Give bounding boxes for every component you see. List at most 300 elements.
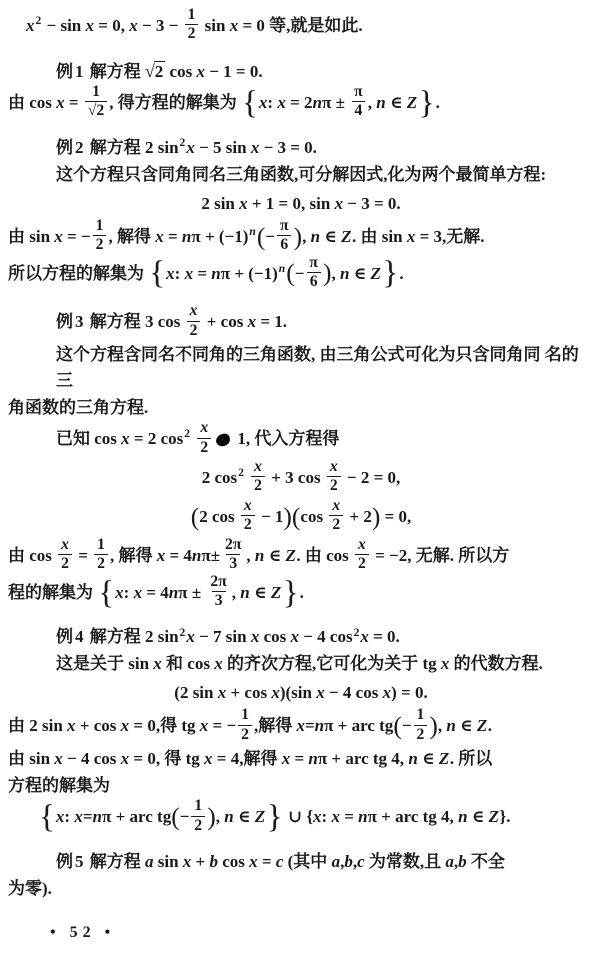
text-line (8, 191, 594, 217)
denominator: 2 (185, 24, 199, 42)
text-run: 1, 代入方程得 (233, 429, 340, 449)
text-run (245, 468, 249, 487)
radicand: 2 (154, 61, 164, 81)
math-var: x (250, 137, 260, 157)
math-var: x (196, 61, 205, 81)
paren: ( (393, 711, 402, 741)
text-run: ∈ (264, 545, 286, 565)
math-var: x (249, 852, 258, 872)
text-run: + 3 cos (266, 467, 325, 487)
math-var: x (229, 15, 239, 35)
text-line (8, 82, 594, 122)
example-label: 例1 (56, 61, 86, 81)
math-var: x (120, 716, 130, 736)
math-var: x (182, 852, 192, 872)
text-run: . (435, 92, 440, 112)
paren: ( (190, 501, 200, 531)
math-var: x (296, 716, 305, 736)
fraction (355, 537, 369, 573)
superscript: n (278, 261, 286, 275)
text-line (8, 773, 594, 799)
text-run: = 0 等,就是如此. (238, 15, 363, 35)
text-line (8, 876, 594, 902)
math-var: x (250, 627, 260, 647)
radical-sign: √ (145, 60, 155, 81)
math-var: n (339, 263, 350, 283)
text-run: , (437, 716, 447, 736)
math-var: c (357, 852, 365, 872)
text-run: = 0, 得 tg (129, 749, 205, 769)
text-run: 解方程 (85, 61, 145, 81)
fraction (327, 459, 341, 495)
math-var: x (186, 627, 195, 647)
text-line (8, 849, 594, 875)
denominator: 3 (212, 591, 226, 609)
numerator: x (358, 535, 366, 553)
text-run: π ± (322, 92, 350, 112)
text-run: − 3 = 0. (343, 193, 401, 213)
text-line (8, 253, 594, 293)
math-set-symbol: Z (270, 582, 282, 602)
fraction (329, 498, 343, 534)
superscript: 2 (353, 625, 360, 639)
text-run: − 1 (256, 506, 284, 526)
text-run: 解方程 2 sin (85, 627, 179, 647)
text-run: = (257, 852, 276, 872)
text-run: ∈ (233, 807, 255, 827)
text-run: = (73, 545, 93, 565)
math-var: n (314, 716, 325, 736)
paren: ) (207, 802, 216, 832)
brace: } (382, 254, 399, 292)
text-run: . 由 cos (296, 545, 354, 565)
text-run: 解方程 (85, 852, 145, 872)
fraction (93, 218, 107, 254)
text-run: = 0. (368, 627, 400, 647)
brace: } (282, 573, 299, 611)
denominator: 2 (93, 235, 107, 253)
math-var: n (211, 263, 221, 283)
text-run: , (231, 582, 241, 602)
text-run: 已知 cos (56, 429, 122, 449)
math-var: n (446, 716, 456, 736)
denominator: 2 (187, 321, 201, 339)
math-set-symbol: Z (370, 263, 382, 283)
text-run: )(sin (279, 683, 317, 703)
math-var: x (74, 807, 83, 827)
math-var: a (445, 852, 454, 872)
numerator: x (254, 458, 262, 476)
text-run: 所以方程的解集为 (8, 263, 149, 283)
text-line (8, 572, 594, 612)
text-run: , (331, 263, 340, 283)
math-var: x (239, 193, 248, 213)
math-var: x (214, 654, 223, 674)
math-var: x (153, 654, 162, 674)
math-var: x (184, 263, 194, 283)
text-run: ∈ (385, 92, 407, 112)
text-run: π + arc tg 4, (367, 807, 459, 827)
text-run: = 2 (285, 92, 313, 112)
text-run: 解方程 2 sin (85, 137, 179, 157)
math-var: b (209, 852, 218, 872)
denominator: √2 (85, 101, 107, 119)
text-run: , 得方程的解集为 (109, 92, 241, 112)
math-var: n (310, 226, 321, 246)
numerator: 1 (95, 216, 104, 234)
text-run: 由 2 sin (8, 716, 68, 736)
text-run: ∈ (320, 226, 342, 246)
math-var: x (247, 312, 257, 332)
denominator: 2 (238, 725, 252, 743)
numerator: x (61, 535, 69, 553)
text-run: = (193, 263, 212, 283)
math-var: x (166, 263, 175, 283)
radical (145, 62, 165, 81)
denominator: 2 (355, 554, 369, 572)
paren: ) (371, 501, 381, 531)
text-run: : (123, 582, 134, 602)
denominator: 2 (329, 515, 343, 533)
text-run: (2 sin (174, 683, 218, 703)
text-line (8, 535, 594, 575)
example-label: 例3 (56, 312, 86, 332)
text-run: 2 cos (201, 467, 238, 487)
math-var: x (56, 92, 65, 112)
text-run: 这个方程含同名不同角的三角函数, 由三角公式可化为只含同角同 名的三 (56, 345, 579, 391)
math-var: x (186, 137, 195, 157)
text-run: − 2 = 0, (342, 467, 401, 487)
text-line (8, 216, 594, 256)
text-line (8, 706, 594, 745)
text-run: 解方程 3 cos (85, 312, 185, 332)
text-run: = (339, 807, 359, 827)
math-var: x (204, 749, 213, 769)
paren: ( (286, 258, 295, 288)
text-line (8, 624, 594, 650)
math-var: n (181, 226, 192, 246)
text-run: − (401, 716, 412, 736)
paren: ( (291, 501, 301, 531)
text-run: − 3 − (137, 15, 183, 35)
math-var: n (308, 749, 318, 769)
text-run: + 1 = 0, sin (247, 193, 335, 213)
math-var: b (344, 852, 353, 872)
text-line (8, 458, 594, 497)
text-run: . (399, 263, 404, 283)
numerator: 1 (194, 797, 203, 815)
denominator: 2 (251, 476, 265, 494)
text-run: = 0, (94, 15, 130, 35)
text-run: + (191, 852, 210, 872)
fraction (306, 255, 321, 291)
text-run: = 4 (142, 582, 169, 602)
text-run: − 7 sin (194, 627, 251, 647)
math-var: x (271, 683, 280, 703)
page-content (8, 6, 594, 902)
text-run: − 4 cos (62, 749, 121, 769)
fraction (222, 537, 244, 573)
text-run: . 由 sin (352, 226, 407, 246)
text-line (8, 746, 594, 772)
fraction (191, 798, 205, 834)
text-run: 的齐次方程,它可化为关于 tg (222, 654, 441, 674)
fraction (251, 459, 265, 495)
math-var: x (155, 226, 164, 246)
text-run: 为常数,且 (364, 852, 446, 872)
text-run: 由 sin (8, 226, 55, 246)
numerator: x (200, 419, 209, 437)
text-run: − sin (42, 15, 86, 35)
fraction (197, 420, 211, 456)
math-var: x (156, 545, 166, 565)
text-run: = − (208, 716, 237, 736)
paren: ( (171, 802, 180, 832)
math-var: c (275, 852, 284, 872)
text-run: sin (200, 15, 230, 35)
text-run: : (267, 92, 278, 112)
fraction (277, 218, 292, 254)
text-run: , (340, 852, 345, 872)
math-var: x (54, 749, 63, 769)
text-line (8, 395, 594, 421)
text-line (8, 651, 594, 677)
text-run: ∈ (349, 263, 371, 283)
math-var: x (316, 683, 325, 703)
paren: ( (256, 221, 266, 251)
text-run: 为零). (8, 879, 52, 899)
text-run: 由 cos (8, 92, 57, 112)
denominator: 2 (94, 554, 108, 572)
numerator: 2π (225, 535, 242, 553)
math-set-symbol: Z (488, 807, 500, 827)
text-run: = (82, 807, 93, 827)
denominator: 6 (277, 235, 291, 253)
paren: ) (322, 258, 332, 288)
text-run: π + arc tg 4, (317, 749, 409, 769)
math-var: n (254, 545, 265, 565)
text-run: ) = 0. (391, 683, 428, 703)
text-line (8, 797, 594, 836)
math-set-symbol: Z (406, 92, 418, 112)
text-run: = (304, 716, 315, 736)
text-run: ∈ (455, 716, 477, 736)
text-line (8, 419, 594, 458)
text-run: cos (259, 627, 291, 647)
text-run: = 1. (256, 312, 288, 332)
text-run: ∪ { (283, 807, 314, 827)
math-set-symbol: Z (438, 749, 450, 769)
math-var: x (258, 92, 268, 112)
text-run: = 4,解得 (212, 749, 282, 769)
numerator: π (309, 253, 318, 271)
text-run: = (64, 92, 83, 112)
fraction (185, 7, 199, 43)
fraction (85, 84, 107, 120)
text-run: = (163, 226, 182, 246)
text-line (8, 6, 594, 45)
denominator: 2 (241, 515, 255, 533)
math-var: x (199, 716, 209, 736)
brace: { (98, 573, 115, 611)
numerator: x (243, 496, 252, 514)
text-run: ∈ (249, 582, 271, 602)
text-run: − (179, 807, 190, 827)
math-var: x (331, 807, 340, 827)
text-line (8, 135, 594, 161)
math-var: x (120, 749, 130, 769)
text-run: π + (−1) (191, 226, 249, 246)
superscript: 2 (35, 14, 42, 28)
brace: } (418, 83, 435, 121)
superscript: 2 (184, 427, 191, 441)
text-run: − 1 = 0. (204, 61, 263, 81)
math-var: x (26, 15, 35, 35)
text-run: 和 cos (161, 654, 215, 674)
text-run: − 4 cos (324, 683, 383, 703)
math-var: n (240, 582, 250, 602)
text-line (8, 58, 594, 85)
text-run: cos (165, 61, 197, 81)
text-run: , (352, 852, 358, 872)
text-run: 的代数方程. (449, 654, 543, 674)
text-run: , (453, 852, 459, 872)
math-var: x (133, 582, 143, 602)
text-run: = (290, 749, 309, 769)
text-run: − 4 cos (298, 627, 353, 647)
example-label: 例5 (56, 852, 86, 872)
text-run: = 2 cos (129, 429, 184, 449)
math-var: x (54, 226, 63, 246)
text-run: − 3 = 0. (259, 137, 317, 157)
math-var: x (440, 654, 450, 674)
math-var: x (85, 15, 95, 35)
math-var: x (281, 749, 291, 769)
text-run: 程的解集为 (8, 582, 98, 602)
text-run: ∈ (417, 749, 439, 769)
math-var: x (67, 716, 76, 736)
text-run: cos (217, 852, 250, 872)
math-var: x (382, 683, 392, 703)
denominator: 2 (191, 816, 205, 834)
text-run: 2 cos (199, 506, 239, 526)
superscript: n (249, 224, 256, 238)
brace: } (266, 798, 283, 836)
text-run: }. (499, 807, 511, 827)
math-var: x (334, 193, 344, 213)
math-var: b (458, 852, 467, 872)
paren: ) (283, 501, 292, 531)
math-var: n (191, 545, 202, 565)
text-run: + cos (226, 683, 272, 703)
fraction (187, 303, 201, 339)
math-var: a (145, 852, 154, 872)
fraction (58, 537, 72, 573)
text-run: 由 sin (8, 749, 55, 769)
text-run: − (265, 226, 276, 246)
text-line (8, 342, 594, 394)
text-run: : (64, 807, 75, 827)
text-run: , (302, 226, 311, 246)
math-var: n (358, 807, 368, 827)
fraction (414, 707, 428, 743)
text-run: + cos (75, 716, 121, 736)
text-run: = 4 (165, 545, 192, 565)
text-run: (其中 (283, 852, 332, 872)
brace: { (149, 254, 166, 292)
text-line (8, 302, 594, 341)
text-run: 这是关于 sin (56, 654, 154, 674)
superscript: 2 (238, 466, 244, 480)
numerator: 1 (97, 535, 105, 553)
text-run: 这个方程只含同角同名三角函数,可分解因式,化为两个最简单方程: (56, 164, 547, 184)
math-var: x (277, 92, 286, 112)
text-run: , (215, 807, 225, 827)
denominator: 2 (58, 554, 72, 572)
brace: { (39, 798, 55, 836)
text-run: = − (62, 226, 91, 246)
text-run: = −2, 无解. 所以方 (370, 545, 510, 565)
numerator: x (332, 496, 341, 514)
math-set-symbol: Z (285, 545, 297, 565)
text-run: − (294, 263, 305, 283)
superscript: 2 (179, 136, 186, 150)
math-var: n (408, 749, 418, 769)
math-var: a (331, 852, 341, 872)
math-var: n (224, 807, 234, 827)
fraction (207, 574, 229, 610)
math-var: n (376, 92, 386, 112)
brace: { (242, 83, 258, 121)
text-run: + 2 (345, 506, 372, 526)
fraction (94, 537, 108, 573)
math-var: x (290, 627, 299, 647)
numerator: x (189, 302, 198, 320)
fraction (238, 707, 252, 743)
text-run: ∈ (467, 807, 489, 827)
numerator: 1 (416, 706, 425, 724)
numerator: 1 (92, 82, 100, 100)
page-number: • 52 • (50, 924, 116, 942)
text-run: , 解得 (109, 545, 157, 565)
text-run: π + arc tg (324, 716, 394, 736)
math-var: x (313, 807, 322, 827)
math-var: x (115, 582, 124, 602)
superscript: 2 (179, 625, 186, 639)
fraction (241, 498, 255, 534)
math-var: x (55, 807, 65, 827)
text-run: + cos (202, 312, 248, 332)
denominator: 2 (327, 476, 341, 494)
text-run: . (487, 716, 493, 736)
denominator: 4 (352, 101, 366, 119)
text-run: 2 sin (201, 193, 240, 213)
text-run: ,解得 (253, 716, 297, 736)
text-run: π± (201, 545, 221, 565)
denominator: 6 (307, 272, 321, 290)
math-set-symbol: Z (254, 807, 266, 827)
numerator: π (354, 82, 363, 100)
text-run: sin (153, 852, 183, 872)
fraction (351, 84, 366, 120)
text-run: = 0,得 tg (129, 716, 200, 736)
text-run: 由 cos (8, 545, 57, 565)
numerator: π (280, 216, 289, 234)
text-run: : (174, 263, 185, 283)
example-label: 例2 (56, 137, 86, 157)
text-run: π ± (178, 582, 206, 602)
math-var: x (406, 226, 416, 246)
